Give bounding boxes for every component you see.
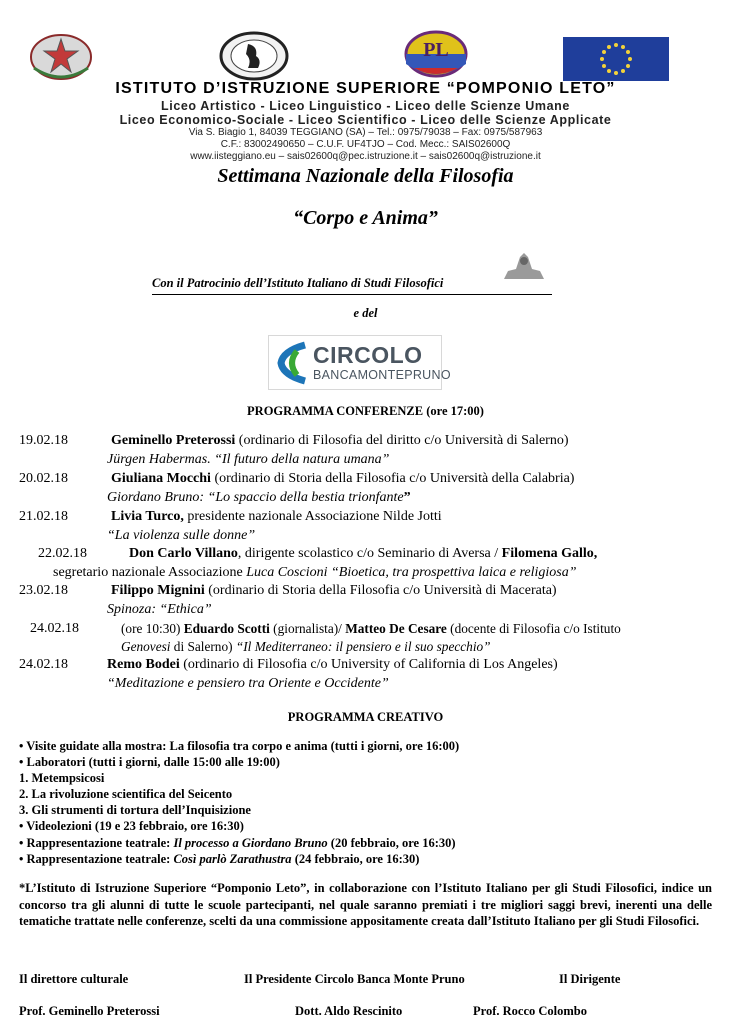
conference-role: (giornalista)/ xyxy=(269,621,346,636)
school-crest-icon xyxy=(218,30,290,82)
circolo-name: CIRCOLO xyxy=(313,342,423,368)
list-item: • Videolezioni (19 e 23 febbraio, ore 16:30) xyxy=(19,819,244,834)
school-web: www.iisteggiano.eu – sais02600q@pec.istruzione.it – sais02600q@istruzione.it xyxy=(190,151,541,162)
list-item-date: (24 febbraio, ore 16:30) xyxy=(291,851,420,866)
conference-topic: “Bioetica, tra prospettiva laica e religiosa” xyxy=(327,565,577,580)
patronage-line: Con il Patrocinio dell’Istituto Italiano di Studi Filosofici xyxy=(152,276,552,295)
circolo-subname: BANCAMONTEPRUNO xyxy=(313,368,451,382)
conference-speaker-line xyxy=(107,657,558,673)
pl-logo-icon xyxy=(400,30,472,82)
list-item-text: • Rappresentazione teatrale: xyxy=(19,835,174,850)
signature-name-2: Dott. Aldo Rescinito xyxy=(295,1004,403,1018)
creative-list xyxy=(19,738,459,867)
conference-role: presidente nazionale Associazione Nilde Jotti xyxy=(183,509,442,524)
conference-org: di Salerno) xyxy=(170,639,236,654)
conference-org-name: Genovesi xyxy=(121,639,171,654)
creative-heading: PROGRAMMA CREATIVO xyxy=(287,710,444,724)
conference-topic-line xyxy=(121,639,491,655)
conference-date: 22.02.18 xyxy=(38,546,87,561)
conference-date: 21.02.18 xyxy=(19,509,68,524)
conference-speaker: Giuliana Mocchi xyxy=(111,471,211,486)
list-item: • Visite guidate alla mostra: La filosofia tra corpo e anima (tutti i giorni, ore 16:00) xyxy=(19,739,460,753)
circolo-logo xyxy=(268,335,451,390)
conference-speaker-line xyxy=(111,433,569,449)
list-item-title: Il processo a Giordano Bruno xyxy=(173,835,328,850)
conference-speaker: Remo Bodei xyxy=(107,657,180,672)
conferences-heading: PROGRAMMA CONFERENZE (ore 17:00) xyxy=(247,404,484,418)
conference-topic: Giordano Bruno: “Lo spaccio della bestia trionfante xyxy=(107,490,404,505)
conference-org: segretario nazionale Associazione xyxy=(53,565,247,580)
conference-date: 20.02.18 xyxy=(19,471,68,486)
list-item: 3. Gli strumenti di tortura dell’Inquisizione xyxy=(19,803,251,818)
licei-line-1: Liceo Artistico - Liceo Linguistico - Liceo delle Scienze Umane xyxy=(161,99,570,113)
institute-emblem-icon xyxy=(500,249,548,281)
signature-role-1: Il direttore culturale xyxy=(19,972,129,986)
licei-line-2: Liceo Economico-Sociale - Liceo Scientifico - Liceo delle Scienze Applicate xyxy=(119,113,612,127)
list-item xyxy=(19,835,459,851)
conference-speaker-line xyxy=(111,583,557,599)
conference-time: (ore 10:30) xyxy=(121,621,184,636)
conference-speaker-2: Matteo De Cesare xyxy=(345,621,447,636)
page-title: Settimana Nazionale della Filosofia xyxy=(217,165,514,187)
signature-role-2: Il Presidente Circolo Banca Monte Pruno xyxy=(244,972,465,986)
conference-speaker-line xyxy=(121,621,621,637)
svg-text:PL: PL xyxy=(423,39,449,61)
conference-speaker-line xyxy=(129,546,597,562)
circolo-mark-icon xyxy=(275,341,309,385)
signature-name-1: Prof. Geminello Preterossi xyxy=(19,1004,160,1018)
list-item-text: • Rappresentazione teatrale: xyxy=(19,851,174,866)
italian-republic-emblem-icon xyxy=(26,30,96,82)
conference-role: , dirigente scolastico c/o Seminario di Aversa / xyxy=(237,546,502,561)
conference-topic: “La violenza sulle donne” xyxy=(107,528,256,543)
list-item: 1. Metempsicosi xyxy=(19,771,105,786)
conference-topic: Spinoza: “Ethica” xyxy=(107,602,212,617)
conference-topic-line xyxy=(53,565,576,581)
conference-speaker: Eduardo Scotti xyxy=(183,621,270,636)
signature-role-3: Il Dirigente xyxy=(559,972,621,986)
conference-date: 24.02.18 xyxy=(30,621,79,636)
conference-speaker: Don Carlo Villano xyxy=(129,546,238,561)
list-item-title: Così parlò Zarathustra xyxy=(173,851,292,866)
school-address: Via S. Biagio 1, 84039 TEGGIANO (SA) – Tel.: 0975/79038 – Fax: 0975/587963 xyxy=(188,127,543,138)
conference-date: 24.02.18 xyxy=(19,657,68,672)
conference-topic-line xyxy=(107,490,411,506)
conference-speaker: Filippo Mignini xyxy=(111,583,205,598)
list-item: • Laboratori (tutti i giorni, dalle 15:00 alle 19:00) xyxy=(19,755,280,770)
list-item-date: (20 febbraio, ore 16:30) xyxy=(327,835,456,850)
conference-role: (ordinario di Filosofia c/o University of California di Los Angeles) xyxy=(179,657,558,672)
school-name: ISTITUTO D’ISTRUZIONE SUPERIORE “POMPONIO LETO” xyxy=(115,80,616,97)
school-codes: C.F.: 83002490650 – C.U.F. UF4TJO – Cod. Mecc.: SAIS02600Q xyxy=(220,139,511,150)
conference-org-name: Luca Coscioni xyxy=(246,565,328,580)
conference-role: (ordinario di Storia della Filosofia c/o Università della Calabria) xyxy=(210,471,575,486)
list-item xyxy=(19,851,459,867)
contest-note: *L’Istituto di Istruzione Superiore “Pomponio Leto”, in collaborazione con l’Istituto Italiano per gli Studi Filosofici, indice un concorso tra gli alunni di tutte le scuole partecipanti, nel quale saranno premiati i tre migliori saggi brevi, inerenti una delle tematiche trattate nelle conferenze, scelti da una commissione appositamente creata dall’Istituto Italiano per gli Studi Filosofici. xyxy=(19,881,712,928)
page-subtitle: “Corpo e Anima” xyxy=(293,207,438,229)
conference-speaker-2: Filomena Gallo, xyxy=(501,546,598,561)
conference-speaker: Livia Turco, xyxy=(111,509,184,524)
conference-speaker-line xyxy=(111,509,442,525)
conference-date: 23.02.18 xyxy=(19,583,68,598)
conference-role: (ordinario di Filosofia del diritto c/o Università di Salerno) xyxy=(235,433,569,448)
conference-speaker: Geminello Preterossi xyxy=(111,433,236,448)
signature-name-3: Prof. Rocco Colombo xyxy=(473,1004,587,1018)
list-item: 2. La rivoluzione scientifica del Seicento xyxy=(19,787,233,802)
conference-topic: “Il Mediterraneo: il pensiero e il suo specchio” xyxy=(235,639,491,654)
conference-topic-end: ” xyxy=(403,490,411,505)
conference-speaker-line xyxy=(111,471,574,487)
conference-role-2: (docente di Filosofia c/o Istituto xyxy=(446,621,621,636)
eu-flag-icon xyxy=(563,37,669,81)
conference-topic: Jürgen Habermas. “Il futuro della natura umana” xyxy=(107,452,390,467)
conference-role: (ordinario di Storia della Filosofia c/o Università di Macerata) xyxy=(204,583,557,598)
conference-date: 19.02.18 xyxy=(19,433,68,448)
conference-topic: “Meditazione e pensiero tra Oriente e Occidente” xyxy=(107,676,389,691)
and-of-label: e del xyxy=(353,306,378,320)
